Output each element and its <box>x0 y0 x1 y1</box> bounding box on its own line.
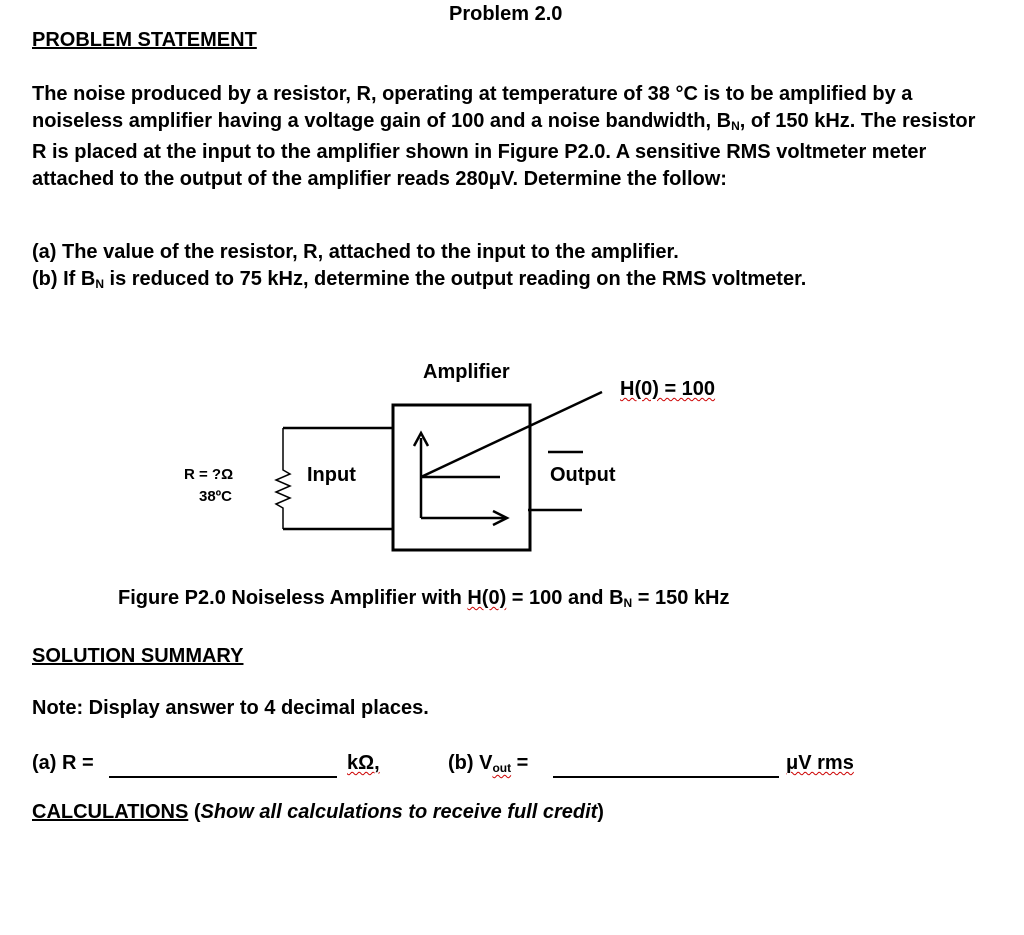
output-label: Output <box>550 464 616 486</box>
input-label: Input <box>307 464 356 486</box>
figure-caption: Figure P2.0 Noiseless Amplifier with H(0) = 100 and $B_N = 150$ kHz <box>118 587 730 610</box>
calculations-heading: CALCULATIONS <box>32 801 189 823</box>
resistor-symbol <box>276 428 290 529</box>
answer-b-blank[interactable] <box>553 758 779 778</box>
resistor-label: R = ?Ω <box>184 466 234 483</box>
problem-statement-heading: PROBLEM STATEMENT <box>32 29 257 51</box>
calculations-line: CALCULATIONS (Show all calculations to receive full credit) <box>32 801 604 823</box>
paragraph-part-1: The noise produced by a resistor, R, operating at temperature of 38 °C is to be amplified by a noiseless amplifier having a voltage gain of 100 and a noise bandwidth, B <box>32 83 913 132</box>
temperature-label: 38ºC <box>199 488 232 505</box>
bn-subscript: N <box>731 118 740 133</box>
answer-b-label: (b) $V_{out}$ = <box>448 752 529 775</box>
decimal-note: Note: Display answer to 4 decimal places. <box>32 697 429 719</box>
answer-a-blank[interactable] <box>109 758 337 778</box>
paragraph-part-2: , of 150 kHz. The resistor R is placed at the input to the amplifier shown in Figure P2.0. A sensitive RMS voltmeter meter attached to the output of the amplifier reads 280μV. Determine the follow: <box>32 109 976 190</box>
solution-summary-heading: SOLUTION SUMMARY <box>32 645 244 667</box>
question-b: (b) If $B_N$ is reduced to 75 kHz, determine the output reading on the RMS voltmeter. <box>32 268 807 291</box>
gain-label: H(0) = 100 <box>620 378 716 400</box>
question-a: (a) The value of the resistor, R, attached to the input to the amplifier. <box>32 241 679 263</box>
amplifier-label: Amplifier <box>423 361 510 383</box>
calculations-note: Show all calculations to receive full credit <box>200 801 598 823</box>
answer-a-unit: kΩ, <box>347 752 380 774</box>
answer-a-label: (a) R = <box>32 752 94 774</box>
answer-b-unit: μV rms <box>786 752 854 774</box>
page-title: Problem 2.0 <box>449 3 563 25</box>
